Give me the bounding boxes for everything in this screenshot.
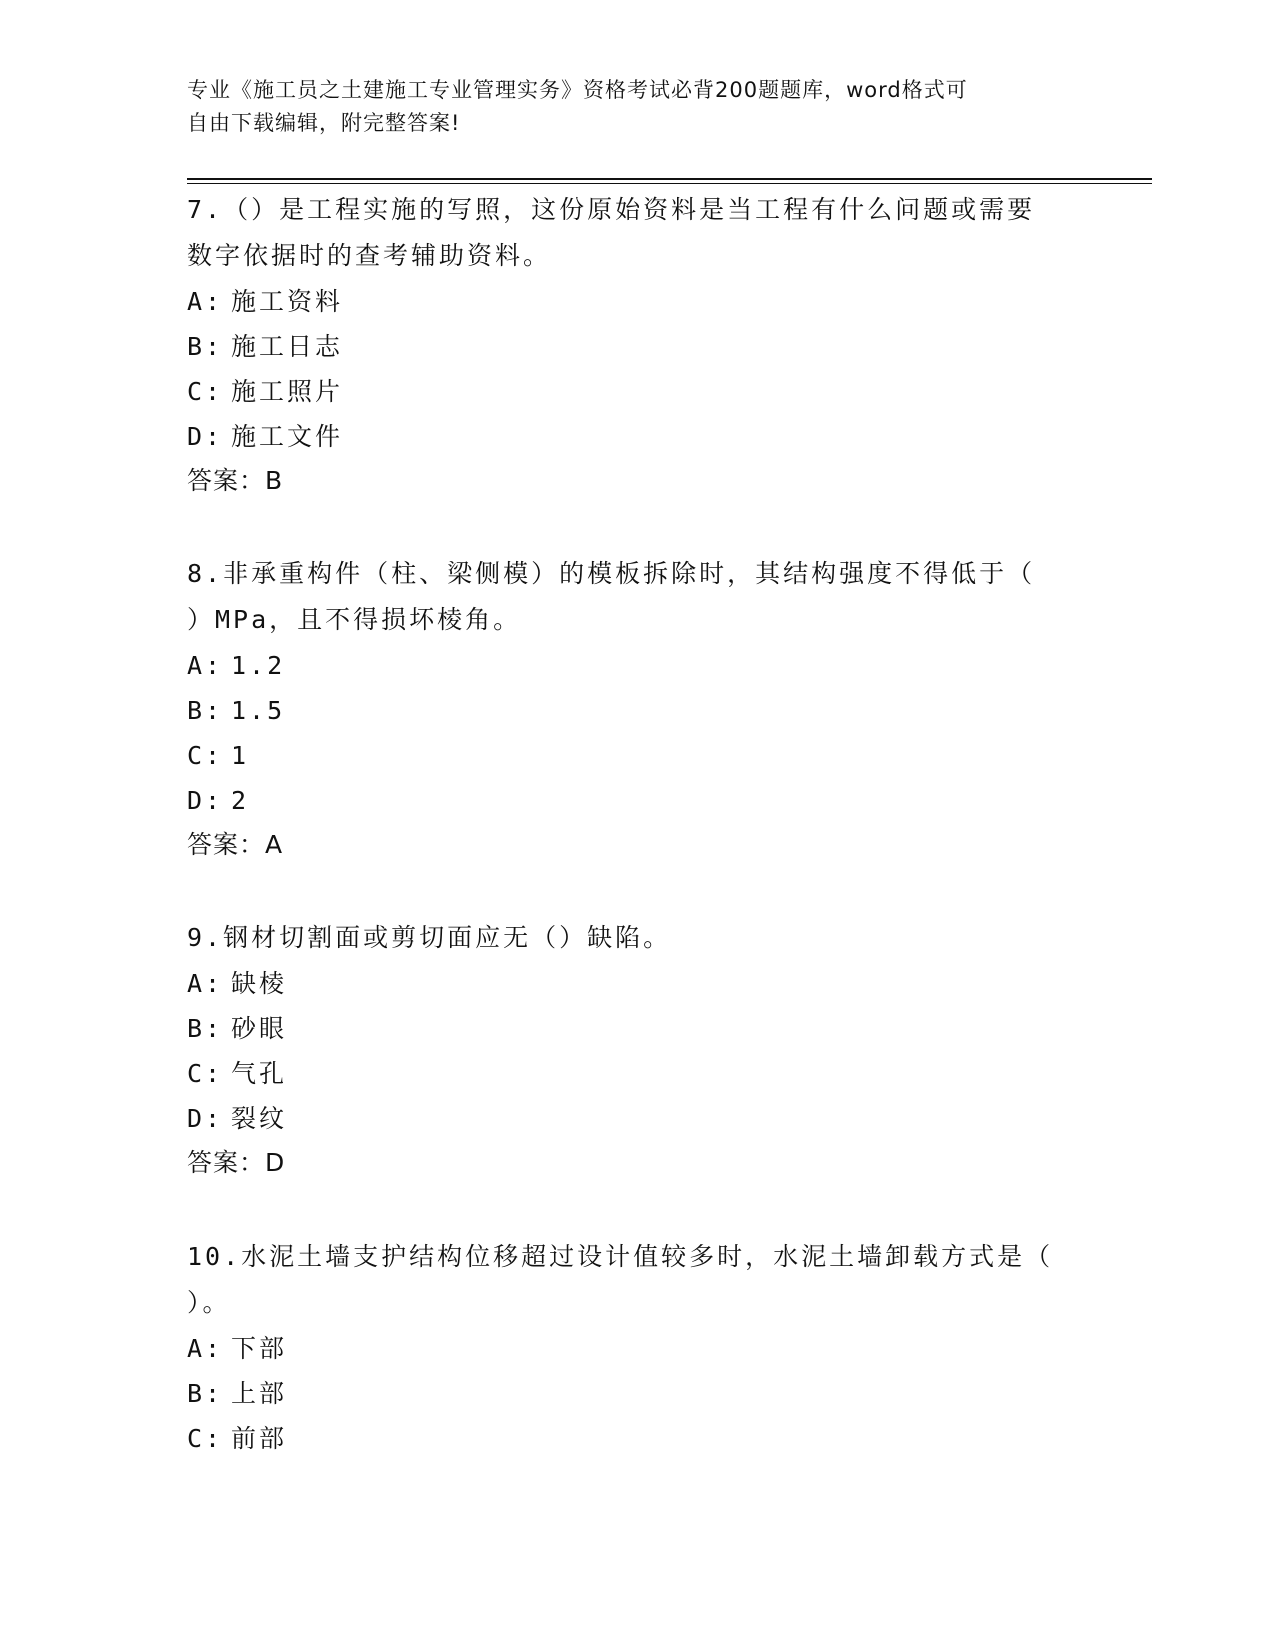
header-line-2: 自由下载编辑，附完整答案! [187,111,461,135]
option-c [187,369,1067,414]
option-c [187,1416,1067,1461]
option-label: C: [187,1059,224,1088]
option-text: 施工资料 [231,287,344,316]
answer-line: 答案：D [187,1148,286,1177]
option-text: 气孔 [231,1059,288,1088]
option-c [187,1051,1067,1096]
option-a [187,279,1067,324]
question-block [187,1234,1067,1461]
option-label: C: [187,377,224,406]
header-line-1: 专业《施工员之土建施工专业管理实务》资格考试必背200题题库，word格式可 [187,78,968,102]
option-b [187,1006,1067,1051]
option-a [187,961,1067,1006]
option-b [187,1371,1067,1416]
option-label: B: [187,1014,224,1043]
option-b [187,324,1067,369]
option-text: 砂眼 [231,1014,288,1043]
option-text: 施工文件 [231,422,344,451]
header-rule-thin [187,183,1152,184]
option-b [187,688,1067,733]
option-a [187,643,1067,688]
question-block [187,915,1067,1185]
option-label: B: [187,696,224,725]
option-text: 施工日志 [231,332,344,361]
option-c [187,733,1067,778]
question-block [187,187,1067,503]
option-label: C: [187,1424,224,1453]
option-label: A: [187,969,224,998]
question-block [187,551,1067,867]
option-label: A: [187,287,224,316]
option-label: D: [187,786,224,815]
question-stem-line: 数字依据时的查考辅助资料。 [187,241,552,270]
question-stem-line: 10.水泥土墙支护结构位移超过设计值较多时，水泥土墙卸载方式是（ [187,1242,1054,1271]
option-d [187,1096,1067,1141]
question-stem-line: 8.非承重构件（柱、梁侧模）的模板拆除时，其结构强度不得低于（ [187,559,1036,588]
option-d [187,778,1067,823]
option-label: A: [187,1334,224,1363]
option-text: 下部 [231,1334,288,1363]
question-stem-line: 7.（）是工程实施的写照，这份原始资料是当工程有什么问题或需要 [187,195,1036,224]
question-stem-line: ）MPa，且不得损坏棱角。 [187,605,522,634]
option-label: B: [187,1379,224,1408]
option-a [187,1326,1067,1371]
header-rule-thick [187,178,1152,180]
option-text: 1.2 [231,651,286,680]
answer-line: 答案：A [187,830,284,859]
option-text: 上部 [231,1379,288,1408]
option-label: D: [187,422,224,451]
option-text: 前部 [231,1424,288,1453]
option-text: 2 [231,786,250,815]
option-text: 施工照片 [231,377,344,406]
option-label: D: [187,1104,224,1133]
option-text: 1.5 [231,696,286,725]
answer-line: 答案：B [187,466,284,495]
option-text: 缺棱 [231,969,288,998]
option-text: 1 [231,741,250,770]
option-text: 裂纹 [231,1104,288,1133]
option-d [187,414,1067,459]
question-stem-line: 9.钢材切割面或剪切面应无（）缺陷。 [187,923,672,952]
document-header [187,74,1067,140]
option-label: B: [187,332,224,361]
option-label: A: [187,651,224,680]
question-stem-line: ）。 [187,1288,231,1317]
option-label: C: [187,741,224,770]
